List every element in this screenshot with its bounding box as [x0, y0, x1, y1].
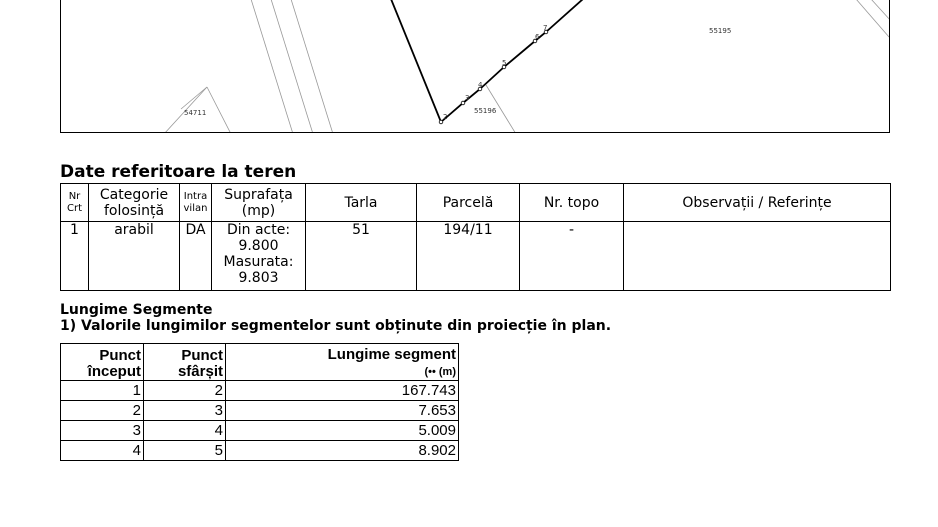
table-row [61, 222, 891, 291]
cell-start: 1 [61, 381, 144, 401]
table-row [61, 441, 459, 461]
parcel-label: 55196 [474, 107, 497, 115]
col-header-parcela: Parcelă [417, 184, 520, 222]
table-row [61, 421, 459, 441]
teren-title: Date referitoare la teren [60, 162, 297, 182]
point-label: 4 [478, 81, 483, 89]
cell-end: 5 [144, 441, 226, 461]
col-header-nr-crt: Nr Crt [61, 184, 89, 222]
parcel-map [60, 0, 890, 133]
point-label: 3 [465, 94, 470, 102]
col-header-categorie: Categorie folosință [89, 184, 180, 222]
col-header-punct-inceput: Punct început [61, 344, 144, 381]
cell-nr: 1 [61, 222, 89, 291]
point-label: 6 [535, 33, 540, 41]
col-header-punct-sfarsit: Punct sfârșit [144, 344, 226, 381]
cell-length: 5.009 [226, 421, 459, 441]
parcel-label: 55195 [709, 27, 732, 35]
col-header-intra-vilan: Intra vilan [180, 184, 212, 222]
cell-length: 7.653 [226, 401, 459, 421]
table-row [61, 401, 459, 421]
cell-start: 4 [61, 441, 144, 461]
col-header-observatii: Observații / Referințe [624, 184, 891, 222]
cell-length: 8.902 [226, 441, 459, 461]
cell-nr-topo: - [520, 222, 624, 291]
cell-end: 4 [144, 421, 226, 441]
cell-start: 3 [61, 421, 144, 441]
cell-start: 2 [61, 401, 144, 421]
segments-note: 1) Valorile lungimilor segmentelor sunt obținute din proiecție în plan. [60, 318, 612, 334]
segments-table [60, 343, 459, 461]
segments-title: Lungime Segmente [60, 302, 213, 318]
table-row [61, 381, 459, 401]
cell-parcela: 194/11 [417, 222, 520, 291]
cell-observatii [624, 222, 891, 291]
cell-end: 2 [144, 381, 226, 401]
point-label: 2 [443, 113, 448, 121]
unit-label: (•• (m) [424, 366, 456, 378]
col-header-lungime: Lungime segment (•• (m) [226, 344, 459, 381]
cell-length: 167.743 [226, 381, 459, 401]
parcel-label: 54711 [184, 109, 207, 117]
cell-intra-vilan: DA [180, 222, 212, 291]
cell-end: 3 [144, 401, 226, 421]
cell-tarla: 51 [306, 222, 417, 291]
point-label: 5 [502, 59, 507, 67]
col-header-suprafata: Suprafața (mp) [212, 184, 306, 222]
point-label: 7 [543, 24, 548, 32]
cell-suprafata: Din acte: 9.800 Masurata: 9.803 [212, 222, 306, 291]
teren-table [60, 183, 891, 291]
col-header-nr-topo: Nr. topo [520, 184, 624, 222]
cell-categorie: arabil [89, 222, 180, 291]
col-header-tarla: Tarla [306, 184, 417, 222]
